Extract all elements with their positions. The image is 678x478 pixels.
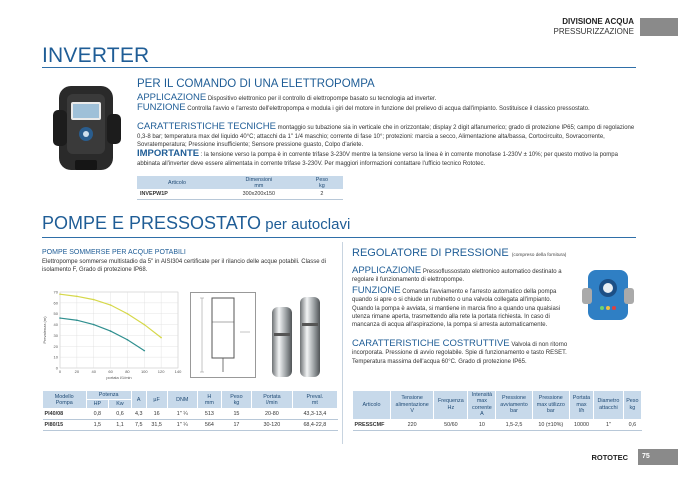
chart-point — [143, 350, 145, 352]
chart-x-tick-label: 80 — [125, 369, 130, 374]
chart-x-tick-label: 140 — [174, 369, 182, 374]
table-header: DNM — [167, 391, 197, 409]
caratteristiche-text: montaggio su tubazione sia in verticale che in orizzontale; display 2 digit alfanumerico; grado di protezione IP65; campo di regolazione 0,3-8 bar; temperatura max del liquido 40°C; attacchi da 1" 1/4 maschio; corrente di fase 10°; protezioni: marcia a secco, Alimentazione alta/bassa, Cortocircuito, Sovracorrente, Sovratemperatura; Pressione insufficiente; Sensore pressione guasto, Colpo d'ariete. — [137, 125, 635, 149]
table-header: Diametro attacchi — [594, 391, 624, 420]
table-cell: 1,5 — [86, 420, 109, 431]
table-cell: 43,3-13,4 — [292, 409, 337, 420]
inverter-rule — [42, 67, 636, 68]
pump-chart-svg — [42, 286, 182, 382]
table-header: Pressione max utilizzo bar — [532, 391, 569, 420]
reg-applicazione-heading: APPLICAZIONE — [352, 265, 422, 276]
table-header: Tensione alimentazione V — [391, 391, 434, 420]
regolatore-photo — [578, 266, 638, 326]
reg-caratteristiche-text: Valvola di non ritorno incorporata. Pressione di avvio regolabile. Spie di funzionamento e tasto RESET. Temperatura massima dell'acqua 60°C. Grado di protezione IP65. — [352, 342, 568, 365]
table-cell: 4,3 — [131, 409, 146, 420]
table-cell: 513 — [197, 409, 221, 420]
table-header: Peso kg — [623, 391, 641, 420]
funzione-text: Controlla l'avvio e l'arresto dell'elettropompa e modula i giri del motore in funzione del prelievo di acqua dall'impianto. Sostituisce il classico pressostato. — [187, 106, 590, 112]
chart-x-tick-label: 100 — [140, 369, 148, 374]
table-cell: 20-80 — [252, 409, 293, 420]
chart-point — [110, 304, 112, 306]
pompe-description: Elettropompe sommerse multistadio da 5" in AISI304 certificate per il rilancio delle acque potabili. Classe di isolamento F, Grado di protezione IP68. — [42, 259, 326, 273]
pompe-title-main: POMPE E PRESSOSTATO — [42, 213, 262, 233]
table-header: Preval. mt — [292, 391, 337, 409]
regolatore-funzione — [352, 287, 574, 329]
table-header-row — [353, 391, 642, 420]
table-header-row — [43, 391, 338, 400]
table-cell: 0,8 — [86, 409, 109, 420]
table-cell: 68,4-22,8 — [292, 420, 337, 431]
table-cell: PI80/15 — [43, 420, 87, 431]
chart-point — [110, 330, 112, 332]
table-header: Kw — [109, 400, 132, 409]
chart-y-tick-label: 30 — [53, 332, 58, 338]
chart-y-tick-label: 40 — [53, 322, 58, 328]
chart-point — [160, 337, 162, 339]
reg-funzione-heading: FUNZIONE — [352, 285, 401, 296]
pump-photo — [262, 293, 334, 379]
table-row — [137, 189, 343, 199]
chart-point — [59, 317, 61, 319]
inverter-funzione — [137, 104, 637, 114]
table-header: Articolo — [353, 391, 391, 420]
chart-point — [93, 299, 95, 301]
regolatore-table — [352, 390, 642, 431]
table-row — [353, 419, 642, 430]
chart-y-tick-label: 50 — [53, 311, 58, 317]
pompe-title — [42, 213, 350, 234]
inverter-table — [137, 176, 343, 200]
table-cell: PI40/08 — [43, 409, 87, 420]
table-cell: 1,1 — [109, 420, 132, 431]
table-cell: 564 — [197, 420, 221, 431]
table-header: A — [131, 391, 146, 409]
table-cell: 2 — [301, 189, 343, 199]
table-header: Dimensioni mm — [217, 176, 301, 189]
chart-point — [127, 339, 129, 341]
column-divider — [342, 242, 343, 444]
chart-x-tick-label: 40 — [91, 369, 96, 374]
page-number: 75 — [638, 449, 678, 465]
pump-drawing — [190, 292, 256, 378]
table-header: µF — [146, 391, 167, 409]
pompe-rule — [42, 237, 636, 238]
reg-caratteristiche-heading: CARATTERISTICHE COSTRUTTIVE — [352, 338, 510, 349]
table-header: Pressione avviamento bar — [496, 391, 532, 420]
table-cell: PRESSCMF — [353, 419, 391, 430]
chart-x-tick-label: 0 — [58, 369, 62, 374]
chart-y-tick-label: 0 — [55, 365, 58, 371]
table-header: H mm — [197, 391, 221, 409]
pump-curve-chart — [42, 286, 182, 382]
table-row — [43, 409, 338, 420]
table-header: Portata max l/h — [569, 391, 593, 420]
applicazione-text: Dispositivo elettronico per il controllo di elettropompe basato su tecnologia ad inverter. — [207, 96, 437, 102]
table-header: Modello Pompa — [43, 391, 87, 409]
regolatore-title-note: (compreso della fornitura) — [511, 253, 567, 258]
chart-plot-area — [60, 292, 178, 368]
chart-y-tick-label: 60 — [53, 300, 58, 306]
reg-funzione-text: Comanda l'avviamento e l'arresto automatico della pompa quando si apre o si chiude un rubinetto o una valvola collegata all'impianto. Quando la pompa è avviata, si mantiene in marcia fino a quando una qualsiasi utenza rimane aperta, trasmettendo alla rete la portata richiesta. In caso di mancanza di acqua all'aspirazione, la pompa si arresta automaticamente. — [352, 289, 561, 329]
table-cell: 1,5-2,5 — [496, 419, 532, 430]
table-cell: 31,5 — [146, 420, 167, 431]
table-cell: INVEPW1P — [137, 189, 217, 199]
inverter-subtitle: PER IL COMANDO DI UNA ELETTROPOMPA — [137, 78, 375, 90]
inverter-caratteristiche — [137, 123, 637, 150]
chart-x-tick-label: 60 — [108, 369, 113, 374]
table-cell: 1" ¼ — [167, 409, 197, 420]
table-cell: 16 — [146, 409, 167, 420]
pump-table — [42, 390, 338, 431]
table-cell: 7,5 — [131, 420, 146, 431]
chart-y-tick-label: 20 — [53, 343, 58, 349]
table-header: HP — [86, 400, 109, 409]
chart-x-axis-label: portata l/1/min — [106, 375, 132, 380]
table-cell: 300x200x150 — [217, 189, 301, 199]
table-header: Portata l/min — [252, 391, 293, 409]
table-cell: 1" — [594, 419, 624, 430]
importante-heading: IMPORTANTE — [137, 148, 200, 159]
table-header: Peso kg — [301, 176, 343, 189]
chart-y-axis-label: Prevalenza (m) — [42, 316, 47, 344]
chart-point — [76, 319, 78, 321]
inverter-photo — [45, 80, 125, 178]
regolatore-title — [352, 247, 566, 259]
table-header: Frequenza Hz — [434, 391, 468, 420]
section-label: PRESSURIZZAZIONE — [553, 27, 634, 36]
funzione-heading: FUNZIONE — [137, 102, 186, 113]
applicazione-heading: APPLICAZIONE — [137, 92, 207, 103]
importante-text: : la tensione verso la pompa è in corrente trifase 3-230V mentre la tensione verso la linea è in corrente monofase 1-230V ± 10%; per questo motivo la pompa abbinata all'inverter deve essere alimentata in corrente trifase 3-230V. Per maggiori informazioni contattare l'ufficio tecnico Rototec. — [137, 152, 618, 167]
regolatore-applicazione — [352, 267, 574, 285]
caratteristiche-heading: CARATTERISTICHE TECNICHE — [137, 121, 276, 132]
table-header: Peso kg — [221, 391, 251, 409]
division-label: DIVISIONE ACQUA — [562, 17, 634, 26]
regolatore-caratteristiche — [352, 340, 574, 366]
table-header: Articolo — [137, 176, 217, 189]
inverter-importante — [137, 150, 637, 168]
regolatore-title-text: REGOLATORE DI PRESSIONE — [352, 247, 509, 259]
inverter-title: INVERTER — [42, 44, 150, 67]
table-cell: 220 — [391, 419, 434, 430]
table-header: Intensità max corrente A — [468, 391, 496, 420]
chart-point — [76, 296, 78, 298]
chart-point — [93, 324, 95, 326]
table-cell: 10 — [468, 419, 496, 430]
chart-x-tick-label: 20 — [74, 369, 80, 374]
inverter-applicazione — [137, 94, 637, 104]
chart-x-tick-label: 120 — [157, 369, 165, 374]
table-cell: 30-120 — [252, 420, 293, 431]
header-bar — [640, 18, 678, 36]
table-header-row — [137, 176, 343, 189]
table-cell: 1" ¼ — [167, 420, 197, 431]
chart-point — [143, 324, 145, 326]
table-cell: 10000 — [569, 419, 593, 430]
pompe-subtitle: POMPE SOMMERSE PER ACQUE POTABILI — [42, 249, 186, 256]
chart-point — [127, 313, 129, 315]
table-row — [43, 420, 338, 431]
chart-y-tick-label: 70 — [53, 289, 58, 295]
reg-applicazione-text: Pressoflussostato elettronico automatico destinato a regolare il funzionamento di elettropompe. — [352, 269, 562, 284]
table-cell: 17 — [221, 420, 251, 431]
table-cell: 0,6 — [109, 409, 132, 420]
chart-point — [59, 293, 61, 295]
pompe-title-rest: per autoclavi — [261, 216, 351, 233]
table-cell: 50/60 — [434, 419, 468, 430]
table-cell: 0,6 — [623, 419, 641, 430]
footer-brand: ROTOTEC — [591, 453, 628, 462]
table-cell: 15 — [221, 409, 251, 420]
chart-y-tick-label: 10 — [53, 354, 58, 360]
table-header: Potenza — [86, 391, 131, 400]
table-cell: 10 (±10%) — [532, 419, 569, 430]
